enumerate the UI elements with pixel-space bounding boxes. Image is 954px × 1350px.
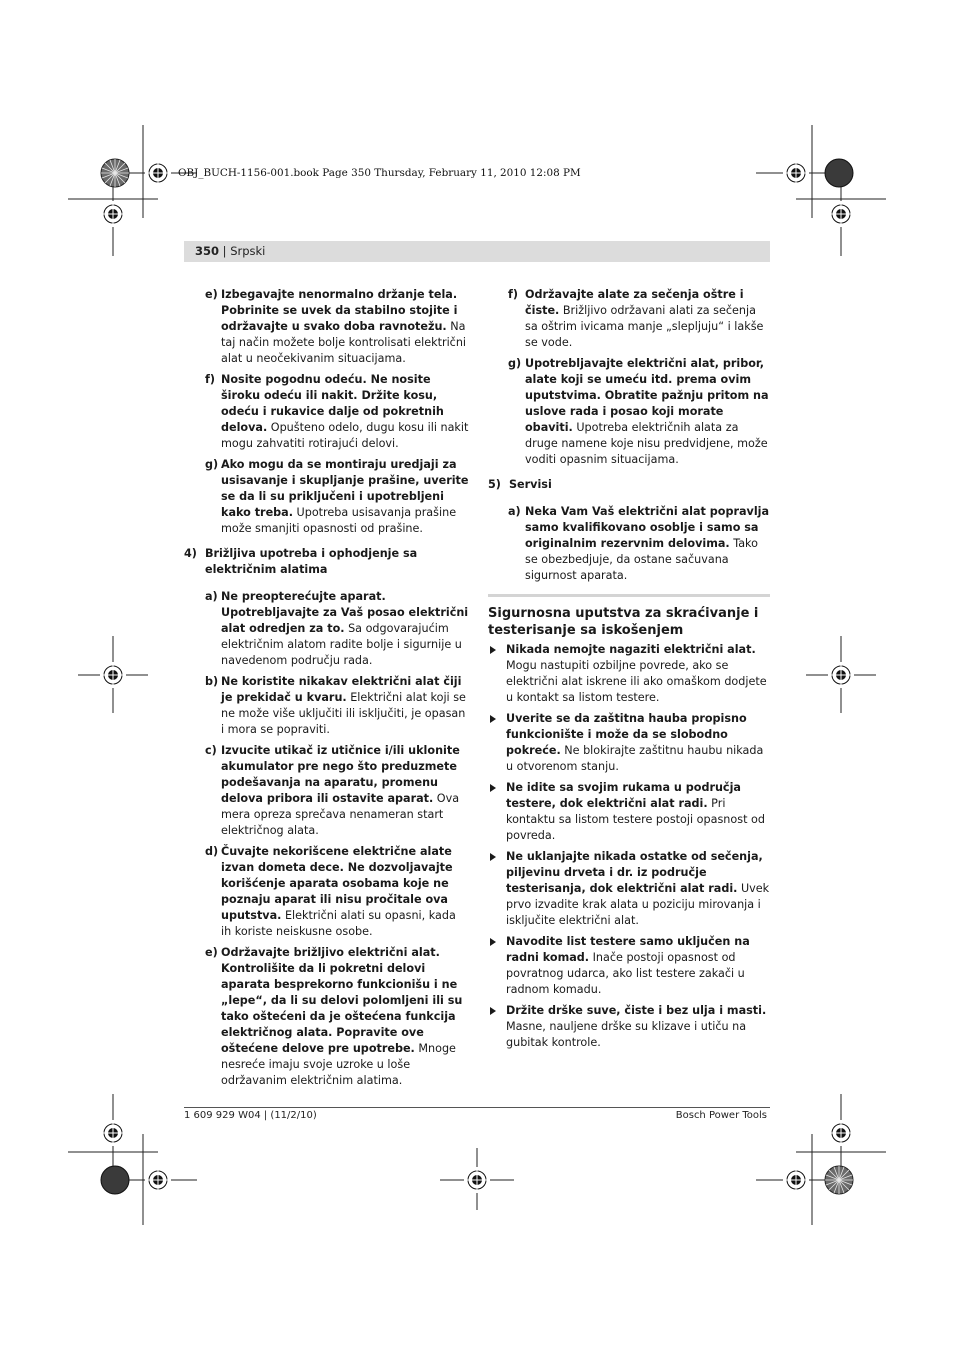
item-text: Upotreba električnih alata za druge namene koje nisu predvidjene, može voditi opasnim situacijama. [525, 421, 768, 466]
item-label: b) [205, 675, 219, 688]
list-item [184, 287, 469, 367]
section-title: Brižljiva upotreba i ophodjenje sa električnim alatima [205, 547, 418, 576]
section-number: 4) [184, 547, 197, 560]
item-bold: Izbegavajte nenormalno držanje tela. Pobrinite se uvek da stabilno stojite i održavajte u svako doba ravnotežu. [221, 288, 458, 333]
section-heading [184, 546, 469, 578]
list-item [184, 674, 469, 738]
safety-heading: Sigurnosna uputstva za skraćivanje i testerisanje sa iskošenjem [488, 606, 759, 638]
item-label: g) [508, 357, 522, 370]
bullet-bold: Uverite se da zaštitna hauba propisno funkcionište i može da se slobodno pokreće. [506, 712, 747, 757]
section-divider [488, 594, 770, 597]
list-item [488, 504, 770, 584]
item-label: e) [205, 946, 218, 959]
item-text: Brižljivo održavani alati za sečenja sa oštrim ivicama manje „slepljuju“ i lakše se vode. [525, 304, 764, 349]
bullet-text: Uvek prvo izvadite krak alata u poziciju mirovanja i isključite električni alat. [506, 882, 770, 927]
bullet-triangle-icon [490, 784, 496, 792]
item-text: Ova mera opreza sprečava nenameran start električnog alata. [221, 792, 460, 837]
bullet-bold: Navodite list testere samo uključen na radni komad. [506, 935, 750, 964]
footer-brand: Bosch Power Tools [675, 1110, 767, 1121]
header-section: Srpski [230, 244, 266, 258]
list-item [184, 743, 469, 839]
item-label: g) [205, 458, 219, 471]
list-item [184, 457, 469, 537]
item-bold: Ne koristite nikakav električni alat čiji je prekidač u kvaru. [221, 675, 462, 704]
header-separator: | [219, 244, 231, 258]
print-info-line: OBJ_BUCH-1156-001.book Page 350 Thursday, February 11, 2010 12:08 PM [178, 167, 581, 179]
item-bold: Neka Vam Vaš električni alat popravlja samo kvalifikovano osoblje i samo sa originalnim rezervnim delovima. [525, 505, 770, 550]
page-header [184, 241, 770, 262]
list-item [488, 287, 770, 351]
bullet-item [488, 711, 770, 775]
bullet-item [488, 849, 770, 929]
bullet-text: Pri kontaktu sa listom testere postoji opasnost od povreda. [506, 797, 765, 842]
bullet-triangle-icon [490, 938, 496, 946]
list-item [184, 372, 469, 452]
item-bold: Održavajte brižljivo električni alat. Kontrolišite da li pokretni delovi aparata besprekorno funkcionišu i ne „lepe“, da li su delovi polomljeni ili su tako oštećeni da je oštećena funkcija električnog alata. Popravite ove oštećene delove pre upotrebe. [221, 946, 463, 1055]
list-item [488, 356, 770, 468]
bullet-triangle-icon [490, 853, 496, 861]
item-bold: Nosite pogodnu odeću. Ne nosite široku odeću ili nakit. Držite kosu, odeću i rukavice dalje od pokretnih delova. [221, 373, 444, 434]
item-bold: Održavajte alate za sečenja oštre i čiste. [525, 288, 744, 317]
item-bold: Upotrebljavajte električni alat, pribor, alate koji se umeću itd. prema ovim uputstvima. Obratite pažnju pritom na uslove rada i posao koji morate obaviti. [525, 357, 769, 434]
right-column [488, 287, 770, 1056]
bullet-text: Inače postoji opasnost od povratnog udarca, ako list testere zakači u radnom komadu. [506, 951, 745, 996]
bullet-item [488, 642, 770, 706]
bullet-item [488, 1003, 770, 1051]
bullet-triangle-icon [490, 646, 496, 654]
item-text: Upotreba usisavanja prašine može smanjiti opasnosti od prašine. [221, 506, 457, 535]
item-label: c) [205, 744, 217, 757]
footer-doc-number: 1 609 929 W04 | (11/2/10) [184, 1110, 317, 1121]
bullet-bold: Ne uklanjajte nikada ostatke od sečenja, piljevinu drveta i dr. iz područje testerisanja, dok električni alat radi. [506, 850, 763, 895]
item-text: Na taj način možete bolje kontrolisati električni alat u neočekivanim situacijama. [221, 320, 467, 365]
item-text: Tako se obezbedjuje, da ostane sačuvana sigurnost aparata. [525, 537, 758, 582]
bullet-text: Mogu nastupiti ozbiljne povrede, ako se električni alat iskrene ili ako omaškom dodjete u kontakt sa listom testere. [506, 659, 767, 704]
list-item [184, 589, 469, 669]
bullet-text: Ne blokirajte zaštitnu haubu nikada u otvorenom stanju. [506, 744, 764, 773]
bullet-bold: Nikada nemojte nagaziti električni alat. [506, 643, 756, 656]
list-item [184, 945, 469, 1089]
item-text: Električni alati su opasni, kada ih koriste neiskusne osobe. [221, 909, 456, 938]
item-text: Mnoge nesreće imaju svoje uzroke u loše održavanim električnim alatima. [221, 1042, 456, 1087]
item-text: Opušteno odelo, dugu kosu ili nakit mogu zahvatiti rotirajući delovi. [221, 421, 469, 450]
bullet-bold: Držite drške suve, čiste i bez ulja i masti. [506, 1004, 767, 1017]
item-label: a) [205, 590, 218, 603]
bullet-bold: Ne idite sa svojim rukama u područja testere, dok električni alat radi. [506, 781, 741, 810]
bullet-triangle-icon [490, 715, 496, 723]
item-label: a) [508, 505, 521, 518]
left-column [184, 287, 469, 1094]
bullet-triangle-icon [490, 1007, 496, 1015]
bullet-text: Masne, nauljene drške su klizave i utiču na gubitak kontrole. [506, 1020, 747, 1049]
item-bold: Izvucite utikač iz utičnice i/ili uklonite akumulator pre nego što preduzmete podešavanja na aparatu, promenu delova pribora ili ostavite aparat. [221, 744, 460, 805]
bullet-item [488, 780, 770, 844]
item-label: f) [508, 288, 518, 301]
list-item [184, 844, 469, 940]
section-number: 5) [488, 478, 501, 491]
footer-rule [184, 1107, 770, 1108]
header-text [195, 244, 265, 258]
item-bold: Ako mogu da se montiraju uredjaji za usisavanje i skupljanje prašine, uverite se da li su priključeni i upotrebljeni kako treba. [221, 458, 469, 519]
bullet-item [488, 934, 770, 998]
section-heading [488, 477, 770, 493]
item-bold: Čuvajte nekorišcene električne alate izvan dometa dece. Ne dozvoljavajte korišćenje aparata osobama koje ne poznaju aparat ili nisu pročitale ova uputstva. [221, 845, 453, 922]
page-number: 350 [195, 244, 220, 258]
item-label: e) [205, 288, 218, 301]
item-bold: Ne preopterećujte aparat. Upotrebljavajte za Vaš posao električni alat odredjen za to. [221, 590, 469, 635]
item-text: Sa odgovarajućim električnim alatom radite bolje i sigurnije u navedenom području rada. [221, 622, 462, 667]
item-text: Električni alat koji se ne može više uključiti ili isključiti, je opasan i mora se popraviti. [221, 691, 466, 736]
item-label: d) [205, 845, 219, 858]
item-label: f) [205, 373, 215, 386]
section-title: Servisi [509, 478, 552, 491]
